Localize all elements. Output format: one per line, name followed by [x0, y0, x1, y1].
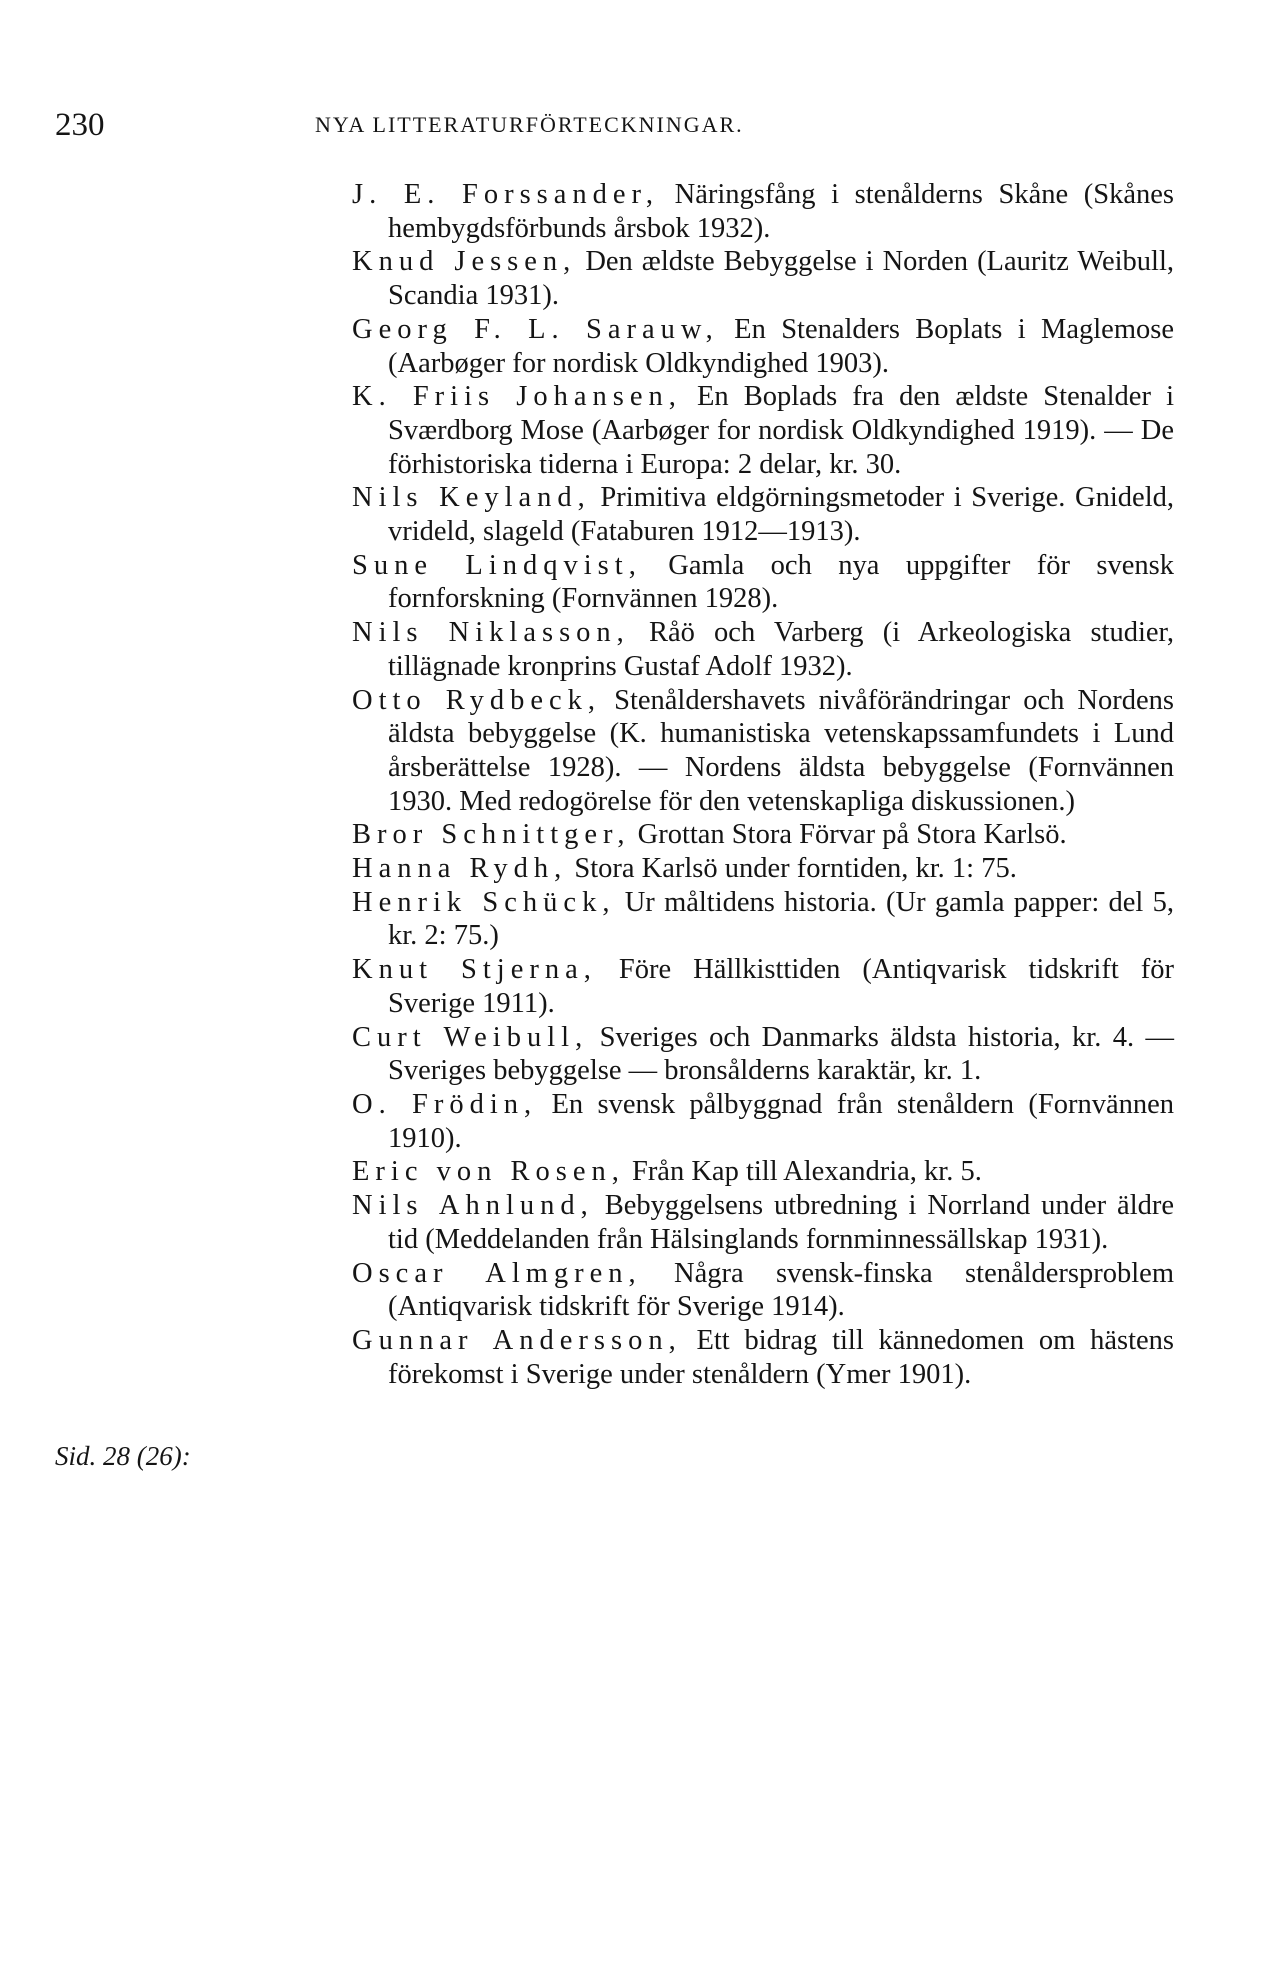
entry-text: Före Hällkisttiden (Antiqvarisk tidskrift för Sverige 1911).	[388, 954, 1174, 1019]
entry-author: Hanna Rydh,	[352, 853, 568, 885]
bibliography-entry	[352, 1324, 1174, 1391]
entry-text: Från Kap till Alexandria, kr. 5.	[624, 1156, 982, 1188]
bibliography-list	[352, 178, 1174, 1391]
entry-text: Bebyggelsens utbredning i Norrland under äldre tid (Meddelanden från Hälsinglands fornminnessällskap 1931).	[388, 1190, 1175, 1255]
entry-author: K. Friis Johansen,	[352, 381, 682, 413]
entry-author: Sune Lindqvist,	[352, 549, 642, 581]
bibliography-entry	[352, 818, 1174, 852]
bibliography-entry	[352, 684, 1174, 819]
entry-author: Gunnar Andersson,	[352, 1324, 682, 1356]
bibliography-entry	[352, 245, 1174, 312]
entry-text: Stora Karlsö under forntiden, kr. 1: 75.	[567, 853, 1017, 885]
entry-author: J. E. Forssander,	[352, 179, 660, 210]
entry-text: Råö och Varberg (i Arkeologiska studier, tillägnade kronprins Gustaf Adolf 1932).	[388, 617, 1175, 682]
bibliography-entry	[352, 549, 1174, 616]
entry-author: Eric von Rosen,	[352, 1156, 625, 1188]
page-number: 230	[55, 107, 105, 143]
bibliography-entry	[352, 1021, 1174, 1088]
bibliography-entry	[352, 1257, 1174, 1324]
entry-author: Bror Schnittger,	[352, 819, 631, 851]
entry-text: Gamla och nya uppgifter för svensk fornforskning (Fornvännen 1928).	[388, 549, 1174, 615]
side-note: Sid. 28 (26):	[55, 1441, 191, 1471]
bibliography-entry	[352, 178, 1174, 245]
entry-author: Knud Jessen,	[352, 246, 577, 278]
entry-text: Sveriges och Danmarks äldsta historia, kr. 4. — Sveriges bebyggelse — bronsålderns karaktär, kr. 1.	[388, 1021, 1175, 1087]
entry-author: Henrik Schück,	[352, 886, 616, 918]
bibliography-entry	[352, 953, 1174, 1020]
bibliography-entry	[352, 481, 1174, 548]
entry-text: Ur måltidens historia. (Ur gamla papper: del 5, kr. 2: 75.)	[388, 886, 1174, 952]
entry-author: Nils Keyland,	[352, 482, 591, 514]
bibliography-entry	[352, 1155, 1174, 1189]
entry-author: O. Frödin,	[352, 1088, 538, 1120]
page-header	[55, 100, 1165, 150]
bibliography-entry	[352, 313, 1174, 380]
entry-text: Primitiva eldgörningsmetoder i Sverige. Gnideld, vrideld, slageld (Fataburen 1912—1913).	[388, 482, 1174, 548]
entry-author: Oscar Almgren,	[352, 1257, 642, 1289]
bibliography-entry	[352, 852, 1174, 886]
entry-text: Grottan Stora Förvar på Stora Karlsö.	[630, 819, 1067, 851]
entry-author: Knut Stjerna,	[352, 954, 597, 986]
entry-author: Nils Ahnlund,	[352, 1190, 594, 1222]
entry-text: Stenåldershavets nivåförändringar och Nordens äldsta bebyggelse (K. humanistiska vetenskapssamfundets i Lund årsberättelse 1928). — Nordens äldsta bebyggelse (Fornvännen 1930. Med redogörelse för den vetenskapliga diskussionen.)	[388, 684, 1174, 817]
entry-text: Näringsfång i stenålderns Skåne (Skånes hembygdsförbunds årsbok 1932).	[388, 179, 1174, 244]
bibliography-entry	[352, 380, 1174, 481]
entry-author: Nils Niklasson,	[352, 617, 630, 649]
entry-author: Georg F. L. Sarauw,	[352, 313, 719, 345]
entry-text: Ett bidrag till kännedomen om hästens förekomst i Sverige under stenåldern (Ymer 1901).	[388, 1324, 1174, 1390]
running-title: NYA LITTERATURFÖRTECKNINGAR.	[315, 112, 744, 137]
entry-author: Curt Weibull,	[352, 1021, 589, 1053]
bibliography-entry	[352, 886, 1174, 953]
entry-text: Några svensk-finska stenåldersproblem (Antiqvarisk tidskrift för Sverige 1914).	[388, 1257, 1174, 1323]
entry-author: Otto Rydbeck,	[352, 684, 602, 716]
bibliography-entry	[352, 1088, 1174, 1155]
entry-text: Den ældste Bebyggelse i Norden (Lauritz Weibull, Scandia 1931).	[388, 246, 1174, 312]
entry-text: En svensk pålbyggnad från stenåldern (Fornvännen 1910).	[388, 1088, 1174, 1154]
entry-text: En Stenalders Boplats i Maglemose (Aarbøger for nordisk Oldkyndighed 1903).	[388, 313, 1174, 379]
bibliography-entry	[352, 1189, 1174, 1256]
bibliography-entry	[352, 616, 1174, 683]
entry-text: En Boplads fra den ældste Stenalder i Sværdborg Mose (Aarbøger for nordisk Oldkyndighed 1919). — De förhistoriska tiderna i Europa: 2 delar, kr. 30.	[388, 381, 1174, 480]
